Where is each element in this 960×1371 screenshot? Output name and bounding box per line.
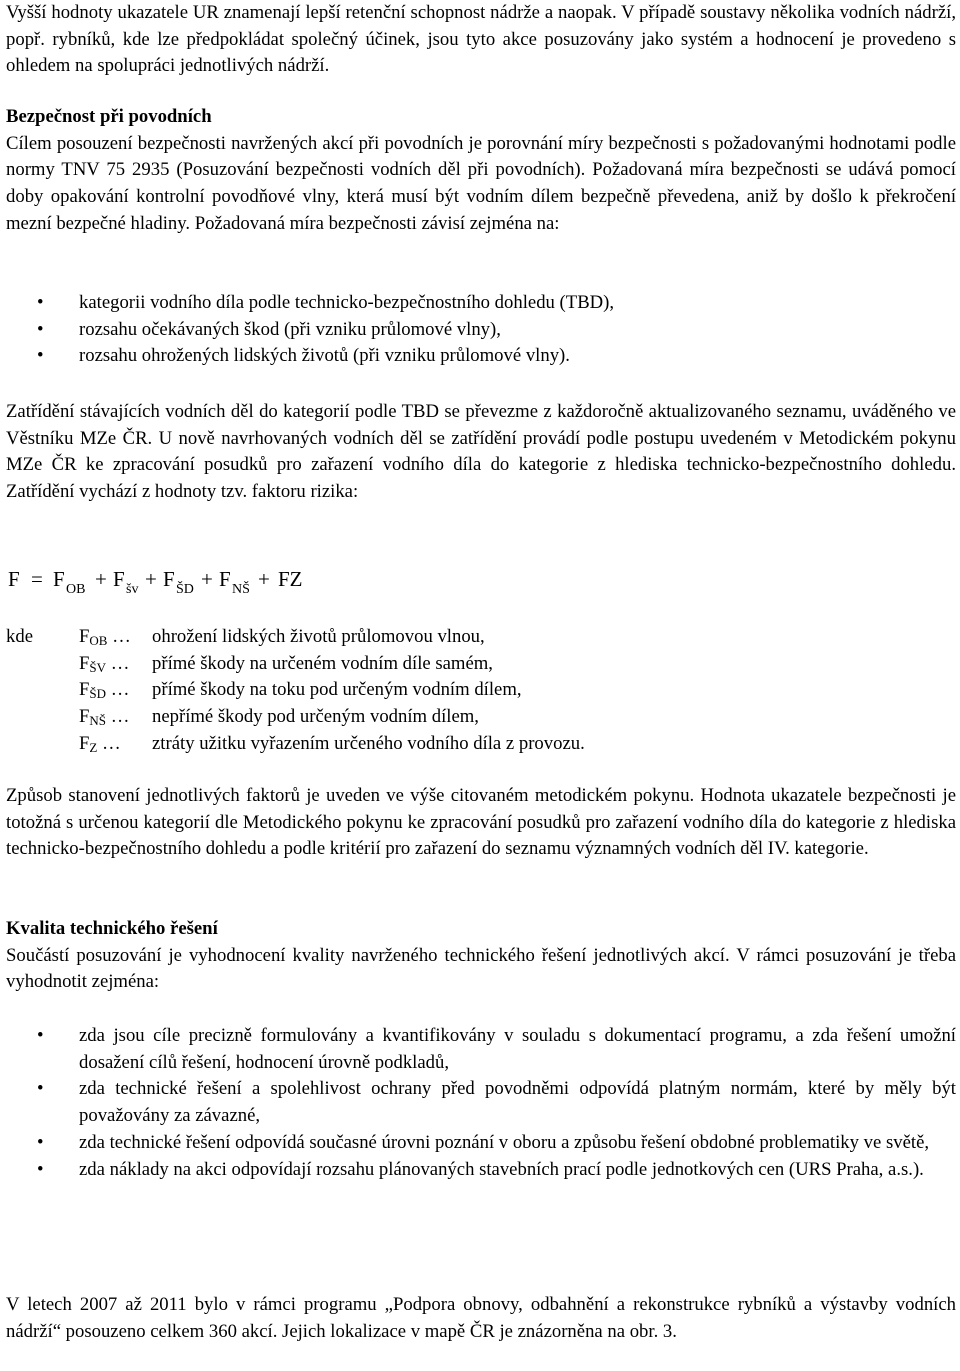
symbol-base: F	[79, 679, 90, 701]
symbol-subscript: ŠV	[89, 659, 107, 675]
classification-line: vodního díla do kategorie z hlediska technicko-bezpečnostního dohledu. Zatřídění vychází z hodnoty	[6, 454, 956, 503]
symbol-dots: …	[97, 732, 121, 754]
symbol-dots: …	[106, 679, 130, 701]
quality-section	[6, 916, 956, 996]
closing-line: V letech 2007 až 2011 bylo v rámci programu „Podpora obnovy, odbahnění a rekonstrukce rybníků a	[6, 1294, 813, 1315]
list-item	[6, 1157, 956, 1184]
list-item-text: (URS Praha, a.s.).	[788, 1158, 924, 1180]
list-item-text: zda jsou cíle precizně formulovány a kvantifikovány v souladu s dokumentací programu, a zda	[79, 1025, 839, 1046]
formula-plus: +	[201, 567, 213, 591]
symbol-subscript: Z	[89, 739, 98, 755]
classification-line: podle postupu uvedeném v Metodickém pokynu MZe ČR ke zpracování posudků pro zařazení	[6, 427, 956, 476]
list-item	[6, 1023, 956, 1076]
symbol-dots: …	[107, 626, 131, 647]
bullet-icon: •	[37, 292, 44, 313]
classification-line: Zatřídění stávajících vodních děl do kategorií podle TBD se převezme z každoročně aktualizovaného	[6, 401, 772, 422]
symbol-subscript: ŠD	[89, 686, 107, 702]
definition-row	[6, 731, 956, 758]
safety-heading: Bezpečnost při povodních	[6, 106, 212, 127]
bullet-icon: •	[37, 1158, 44, 1180]
formula-plus: +	[95, 567, 107, 591]
definition-text: přímé škody na toku pod určeným vodním dílem,	[152, 679, 522, 701]
formula-plus: +	[145, 567, 157, 591]
symbol-dots: …	[106, 706, 130, 728]
formula-last-term: FZ	[278, 567, 303, 591]
list-item	[6, 290, 956, 317]
definition-row	[6, 677, 956, 704]
method-line: pro zařazení do seznamu významných vodních děl IV. kategorie.	[385, 838, 869, 860]
bullet-icon: •	[37, 345, 44, 367]
closing-line: výstavby vodních nádrží“ posouzeno celkem 360 akcí. Jejich lokalizace v mapě ČR je znázorněna na	[6, 1294, 957, 1342]
formula-term: F	[53, 567, 65, 591]
formula-term: F	[113, 567, 125, 591]
list-item-text: rozsahu očekávaných škod (při vzniku průlomové vlny),	[79, 318, 501, 340]
intro-line: několika vodních nádrží, popř. rybníků, kde lze předpokládat společný účinek, jsou tyto akce	[6, 2, 957, 50]
list-item	[6, 343, 956, 370]
classification-line: seznamu, uváděného ve Věstníku MZe ČR. U nově navrhovaných vodních děl se zatřídění provádí	[6, 401, 957, 449]
formula-plus: +	[258, 567, 270, 591]
list-item-text: rozsahu ohrožených lidských životů (při vzniku průlomové vlny).	[79, 345, 570, 367]
intro-line: Vyšší hodnoty ukazatele UR znamenají lepší retenční schopnost nádrže a naopak. V případě soustavy	[6, 2, 766, 23]
definition-text: přímé škody na určeném vodním díle samém,	[152, 652, 493, 674]
safety-line: Cílem posouzení bezpečnosti navržených akcí při povodních je porovnání míry bezpečnosti	[6, 132, 697, 154]
where-label: kde	[6, 626, 33, 647]
formula-term: F	[219, 567, 231, 591]
list-item-text: problematiky ve světě,	[759, 1131, 930, 1153]
risk-factor-formula	[6, 558, 956, 598]
definition-row	[6, 704, 956, 731]
intro-line: posuzovány jako systém a hodnocení je provedeno s ohledem na spolupráci jednotlivých nádrží.	[6, 28, 956, 77]
definition-row	[6, 624, 956, 651]
definition-text: ztráty užitku vyřazením určeného vodního díla z provozu.	[152, 732, 585, 754]
formula-subscript: OB	[66, 582, 86, 597]
classification-line: tzv. faktoru rizika:	[220, 481, 359, 503]
list-item	[6, 1130, 956, 1157]
closing-paragraph	[6, 1292, 956, 1345]
list-item-text: zda náklady na akci odpovídají rozsahu plánovaných stavebních prací podle jednotkových cen	[79, 1158, 785, 1180]
bullet-icon: •	[37, 318, 44, 340]
quality-bullet-list	[6, 1023, 956, 1183]
bullet-icon: •	[37, 1131, 44, 1153]
formula-term: F	[163, 567, 175, 591]
symbol-base: F	[79, 652, 90, 674]
symbol-subscript: NŠ	[89, 713, 107, 729]
list-item-text: kategorii vodního díla podle technicko-bezpečnostního dohledu (TBD),	[79, 292, 615, 313]
method-line: pro zařazení vodního díla do kategorie z hlediska technicko-bezpečnostního dohledu a podle kritérií	[6, 811, 957, 860]
list-item-text: řešení umožní dosažení cílů řešení, hodnocení úrovně podkladů,	[79, 1025, 956, 1073]
formula-subscript: ŠD	[176, 582, 194, 597]
definition-row	[6, 651, 956, 678]
classification-paragraph	[6, 399, 956, 506]
safety-section	[6, 104, 956, 238]
safety-line: vlny, která musí být vodním dílem bezpečně převedena, aniž by došlo k překročení mezní bezpečné	[6, 186, 957, 234]
method-line: Způsob stanovení jednotlivých faktorů je uveden ve výše citovaném metodickém pokynu. Hodnota	[6, 785, 765, 806]
quality-line: posuzování je třeba vyhodnotit zejména:	[6, 944, 957, 993]
definition-symbol	[79, 731, 121, 762]
formula-subscript: NŠ	[232, 582, 250, 597]
quality-paragraph	[6, 943, 956, 996]
quality-line: Součástí posuzování je vyhodnocení kvality navrženého technického řešení jednotlivých akcí. V rámci	[6, 944, 800, 966]
definitions-list	[6, 624, 956, 757]
safety-bullet-list	[6, 290, 956, 370]
symbol-base: F	[79, 732, 90, 754]
formula-subscript: šv	[126, 582, 139, 597]
symbol-dots: …	[106, 652, 130, 674]
list-item	[6, 317, 956, 344]
bullet-icon: •	[37, 1078, 44, 1100]
quality-heading: Kvalita technického řešení	[6, 918, 218, 939]
symbol-subscript: OB	[89, 633, 108, 648]
method-line: ukazatele bezpečnosti je totožná s určenou kategorií dle Metodického pokynu ke zpracování posudků	[6, 785, 956, 833]
list-item-text: zda technické řešení odpovídá současné úrovni poznání v oboru a způsobu řešení obdobné	[79, 1131, 755, 1153]
bullet-icon: •	[37, 1025, 44, 1046]
safety-line: hladiny. Požadovaná míra bezpečnosti závisí zejména na:	[130, 212, 560, 234]
intro-paragraph	[6, 0, 956, 80]
safety-paragraph	[6, 131, 956, 238]
method-paragraph	[6, 783, 956, 863]
symbol-base: F	[79, 626, 90, 647]
safety-line: povodních). Požadovaná míra bezpečnosti se udává pomocí doby opakování kontrolní povodňové	[6, 159, 956, 208]
formula-lhs: F	[8, 567, 20, 591]
definition-text: nepřímé škody pod určeným vodním dílem,	[152, 706, 479, 728]
definition-text: ohrožení lidských životů průlomovou vlnou,	[152, 626, 485, 647]
formula-equals: =	[31, 567, 43, 591]
list-item	[6, 1076, 956, 1129]
list-item-text: zda technické řešení a spolehlivost ochrany před povodněmi odpovídá platným normám, které	[79, 1078, 846, 1100]
list-item-text: by měly být považovány za závazné,	[79, 1078, 956, 1127]
safety-line: s požadovanými hodnotami podle normy TNV 75 2935 (Posuzování bezpečnosti vodních děl při	[6, 132, 956, 181]
closing-line: obr. 3.	[629, 1320, 677, 1342]
symbol-base: F	[79, 706, 90, 728]
